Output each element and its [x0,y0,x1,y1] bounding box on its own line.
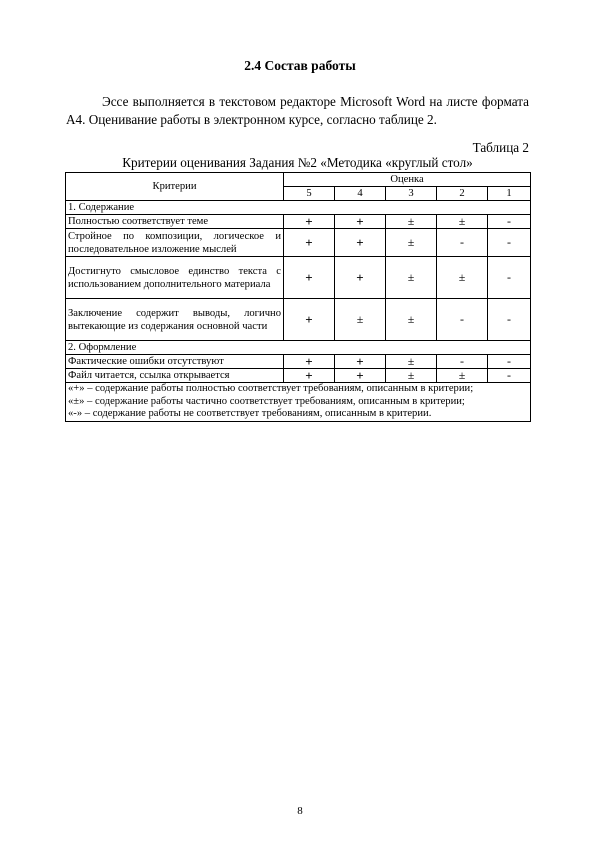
mark-cell: + [284,369,335,383]
table-number: Таблица 2 [472,140,529,155]
page-number: 8 [297,805,303,817]
mark-cell: ± [437,369,488,383]
grade-5-header: 5 [284,187,335,201]
mark-cell: + [284,229,335,257]
grade-3-header: 3 [386,187,437,201]
mark-cell: + [284,215,335,229]
mark-cell: ± [386,229,437,257]
table-row [66,229,531,257]
criterion-cell: Стройное по композиции, логическое и последовательное изложение мыслей [66,229,284,257]
mark-cell: ± [386,299,437,341]
mark-cell: - [437,355,488,369]
section-row-formatting [66,341,531,355]
criteria-header: Критерии [66,173,284,201]
grade-1-header: 1 [488,187,531,201]
mark-cell: ± [386,369,437,383]
mark-cell: - [488,299,531,341]
mark-cell: + [335,229,386,257]
legend-plus: «+» – содержание работы полностью соответствует требованиям, описанным в критерии; [68,383,474,394]
mark-cell: ± [335,299,386,341]
table-row [66,369,531,383]
criterion-cell: Полностью соответствует теме [66,215,284,229]
table-title: Критерии оценивания Задания №2 «Методика «круглый стол» [122,155,473,170]
mark-cell: - [488,369,531,383]
grade-2-header: 2 [437,187,488,201]
mark-cell: - [488,257,531,299]
mark-cell: - [437,299,488,341]
mark-cell: ± [437,257,488,299]
legend-plusminus: «±» – содержание работы частично соответствует требованиям, описанным в критерии; [68,395,465,407]
criterion-cell: Достигнуто смысловое единство текста с использованием дополнительного материала [66,257,284,299]
mark-cell: ± [386,257,437,299]
mark-cell: - [488,215,531,229]
mark-cell: + [284,257,335,299]
criterion-cell: Заключение содержит выводы, логично вытекающие из содержания основной части [66,299,284,341]
mark-cell: - [488,229,531,257]
table-row [66,299,531,341]
mark-cell: + [335,215,386,229]
mark-cell: + [284,355,335,369]
mark-cell: + [335,355,386,369]
mark-cell: - [437,229,488,257]
legend-minus: «-» – содержание работы не соответствует требованиям, описанным в критерии. [68,408,432,419]
section-label: 2. Оформление [66,341,531,355]
table-row [66,355,531,369]
mark-cell: + [335,369,386,383]
mark-cell: + [335,257,386,299]
mark-cell: - [488,355,531,369]
section-heading: 2.4 Состав работы [244,58,356,73]
section-label: 1. Содержание [66,201,531,215]
body-paragraph: Эссе выполняется в текстовом редакторе Microsoft Word на листе формата А4. Оценивание работы в электронном курсе, согласно таблице 2. [66,94,529,127]
mark-cell: ± [386,355,437,369]
grade-header: Оценка [284,173,531,187]
criterion-cell: Файл читается, ссылка открывается [66,369,284,383]
mark-cell: ± [386,215,437,229]
grade-4-header: 4 [335,187,386,201]
table-row [66,215,531,229]
table-row [66,257,531,299]
legend-cell [66,383,531,422]
section-row-content [66,201,531,215]
mark-cell: ± [437,215,488,229]
mark-cell: + [284,299,335,341]
legend-row [66,383,531,422]
criterion-cell: Фактические ошибки отсутствуют [66,355,284,369]
criteria-table [65,172,531,422]
